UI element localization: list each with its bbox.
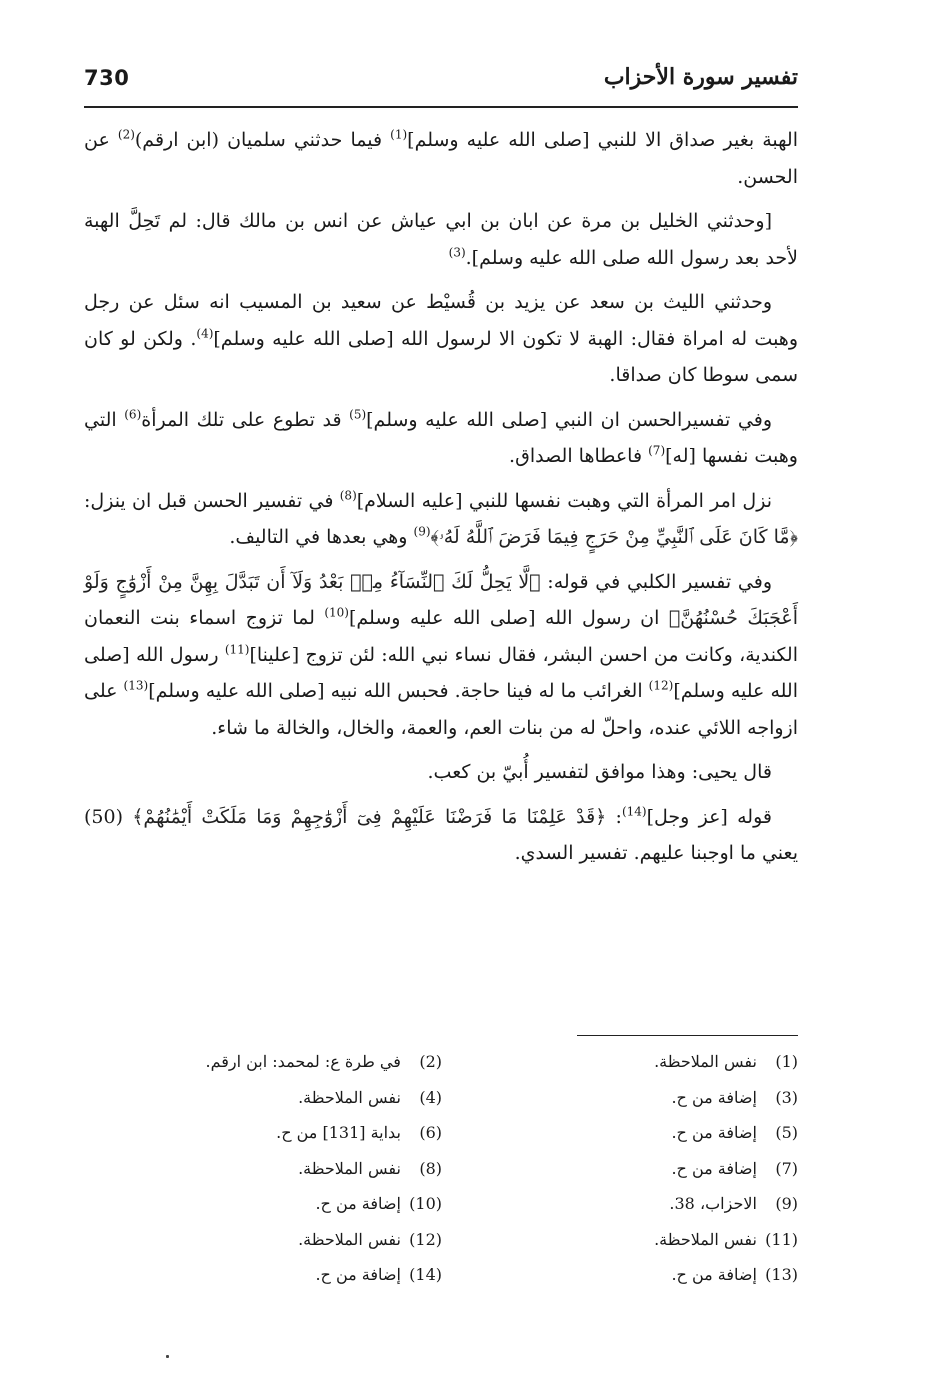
footnote-number: (8) (419, 1158, 442, 1178)
footnotes-column-right (478, 1044, 798, 1293)
footnote-divider (577, 1035, 798, 1036)
paragraph-7 (84, 754, 798, 791)
footnote-text: نفس الملاحظة. (298, 1229, 401, 1249)
footnote-number: (13) (765, 1265, 798, 1284)
footnote-ref: (13) (123, 678, 149, 693)
text-segment: وهي بعدها في التاليف. (229, 526, 414, 548)
paragraph-2 (84, 203, 798, 276)
footnote-number: (1) (775, 1052, 798, 1071)
text-segment: وفي تفسير الكلبي في قوله: (540, 570, 772, 593)
text-segment: نزل امر المرأة التي وهبت نفسها للنبي [عليه السلام] (356, 489, 772, 512)
footnote-ref: (2) (117, 127, 135, 142)
quran-verse: ﴿مَّا كَانَ عَلَى ٱلنَّبِيِّ مِنْ حَرَجٍ فِيمَا فَرَضَ ٱللَّهُ لَهُۥ﴾ (430, 526, 798, 548)
footnote-13 (478, 1257, 798, 1293)
text-segment: الغرائب ما له فينا حاجة. فحبس الله نبيه [صلى الله عليه وسلم] (148, 680, 649, 702)
footnote-text: إضافة من ح. (671, 1123, 757, 1142)
text-segment: لما تزوج اسماء بنت النعمان الكندية، وكانت من احسن البشر، فقال نساء نبي الله: لئن تزوج [علينا] (84, 607, 798, 666)
footnote-3 (478, 1080, 798, 1116)
footnote-ref: (7) (648, 443, 666, 458)
text-segment: . ولكن لو كان سمى سوطا كان صداقا. (84, 327, 798, 386)
paragraph-1 (84, 122, 798, 195)
text-segment: قد تطوع على تلك المرأة (141, 408, 350, 431)
footnote-number: (10) (409, 1194, 442, 1213)
footnote-text: نفس الملاحظة. (654, 1229, 757, 1249)
text-segment: وحدثني الليث بن سعد عن يزيد بن قُسيْط عن سعيد بن المسيب انه سئل عن رجل وهبت له امراة فقال: الهبة لا تكون الا لرسول الله [صلى الله عليه وسلم] (84, 291, 798, 350)
footnote-text: إضافة من ح. (671, 1158, 757, 1178)
footnote-9 (478, 1186, 798, 1222)
footnote-number: (4) (419, 1087, 442, 1107)
quran-verse: ﴿قَدْ عَلِمْنَا مَا فَرَضْنَا عَلَيْهِمْ فِىٓ أَزْوَٰجِهِمْ وَمَا مَلَكَتْ أَيْمَٰنُهُمْ﴾ (132, 805, 607, 828)
footnote-2 (122, 1044, 442, 1080)
footnote-text: الاحزاب، 38. (669, 1194, 757, 1213)
footnote-text: في طرة ع: لمحمد: ابن ارقم. (205, 1052, 401, 1071)
text-segment: التي وهبت نفسها [له] (84, 408, 798, 467)
footnotes-column-left (122, 1044, 442, 1293)
text-segment: [وحدثني الخليل بن مرة عن ابان بن ابي عياش عن انس بن مالك قال: لم تَحِلَّ الهبة لأحد بعد رسول الله صلى الله عليه وسلم]. (84, 210, 798, 269)
paragraph-8 (84, 799, 798, 872)
text-segment: : (606, 805, 622, 828)
footnote-ref: (1) (390, 127, 408, 142)
footnote-ref: (10) (324, 605, 349, 620)
footnote-11 (478, 1222, 798, 1258)
footnote-number: (7) (775, 1158, 798, 1178)
paragraph-6 (84, 564, 798, 747)
footnote-8 (122, 1151, 442, 1187)
footnote-10 (122, 1186, 442, 1222)
footnote-number: (5) (775, 1123, 798, 1142)
footnote-number: (11) (765, 1229, 798, 1249)
footnote-ref: (12) (648, 678, 674, 693)
quran-verse: ﴿لَّا يَحِلُّ لَكَ ٱلنِّسَآءُ مِنۢ بَعْدُ وَلَآ أَن تَبَدَّلَ بِهِنَّ مِنْ أَزْوَٰجٍ وَلَوْ أَعْجَبَكَ حُسْنُهُنَّ﴾ (84, 570, 799, 629)
footnote-7 (478, 1151, 798, 1187)
footnote-ref: (14) (621, 804, 647, 819)
footnote-number: (14) (409, 1265, 442, 1284)
footnote-text: نفس الملاحظة. (298, 1087, 401, 1107)
main-text (84, 122, 798, 880)
footnote-ref: (6) (124, 407, 142, 422)
text-segment: قوله [عز وجل] (646, 805, 772, 828)
text-segment: فاعطاها الصداق. (509, 445, 649, 467)
footnote-ref: (3) (448, 245, 466, 260)
footnote-number: (2) (419, 1052, 442, 1071)
footnotes (140, 1044, 798, 1304)
footnote-ref: (11) (224, 642, 250, 657)
paragraph-5 (84, 483, 798, 556)
footnote-text: إضافة من ح. (315, 1265, 401, 1284)
text-segment: وفي تفسيرالحسن ان النبي [صلى الله عليه وسلم] (366, 408, 772, 431)
text-segment: قال يحيى: وهذا موافق لتفسير أُبيّ بن كعب. (427, 761, 772, 783)
footnote-12 (122, 1222, 442, 1258)
scan-speck (166, 1355, 169, 1358)
text-segment: عن الحسن. (84, 129, 798, 188)
footnote-text: بداية [131] من ح. (276, 1123, 401, 1142)
footnote-text: إضافة من ح. (671, 1087, 757, 1107)
text-segment: في تفسير الحسن قبل ان ينزل: (84, 489, 340, 512)
footnote-ref: (9) (413, 524, 431, 539)
footnote-ref: (4) (196, 326, 214, 341)
footnote-text: إضافة من ح. (671, 1265, 757, 1284)
footnote-text: نفس الملاحظة. (654, 1052, 757, 1071)
footnote-5 (478, 1115, 798, 1151)
text-segment: رسول الله [صلى الله عليه وسلم] (84, 643, 798, 702)
footnote-text: نفس الملاحظة. (298, 1158, 401, 1178)
paragraph-3 (84, 284, 798, 394)
text-segment: فيما حدثني سلميان (ابن ارقم) (134, 129, 391, 151)
text-segment: (50) يعني ما اوجبنا عليهم. تفسير السدي. (84, 805, 798, 864)
footnote-number: (6) (419, 1123, 442, 1142)
page-header (84, 62, 798, 108)
footnote-ref: (5) (349, 407, 367, 422)
footnote-6 (122, 1115, 442, 1151)
footnote-4 (122, 1080, 442, 1116)
footnote-1 (478, 1044, 798, 1080)
page-number: 730 (84, 66, 130, 90)
footnote-ref: (8) (339, 488, 357, 503)
text-segment: على ازواجه اللائي عنده، واحلّ له من بنات العم، والعمة، والخال، والخالة ما شاء. (84, 680, 798, 739)
running-title: تفسير سورة الأحزاب (603, 64, 798, 90)
footnote-number: (12) (409, 1229, 442, 1249)
paragraph-4 (84, 402, 798, 475)
footnote-text: إضافة من ح. (315, 1194, 401, 1213)
text-segment: الهبة بغير صداق الا للنبي [صلى الله عليه وسلم] (407, 129, 798, 151)
footnote-number: (3) (775, 1087, 798, 1107)
text-segment: ان رسول الله [صلى الله عليه وسلم] (348, 607, 669, 629)
footnote-14 (122, 1257, 442, 1293)
footnote-number: (9) (775, 1194, 798, 1213)
